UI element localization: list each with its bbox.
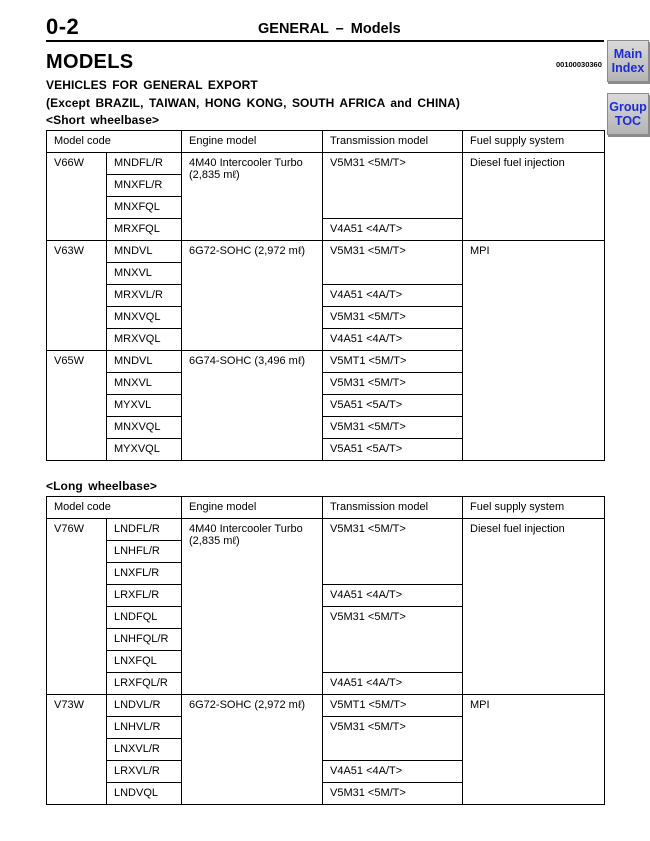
transmission-cell: V5MT1 <5M/T>: [323, 695, 463, 717]
variant-cell: MYXVL: [107, 395, 182, 417]
transmission-cell: V5M31 <5M/T>: [323, 417, 463, 439]
transmission-cell: V4A51 <4A/T>: [323, 329, 463, 351]
engine-model-cell: 6G74-SOHC (3,496 mℓ): [182, 351, 323, 461]
subtitle-exceptions: (Except BRAZIL, TAIWAN, HONG KONG, SOUTH AFRICA and CHINA): [46, 96, 461, 110]
variant-cell: MNDFL/R: [107, 153, 182, 175]
variant-cell: LRXFQL/R: [107, 673, 182, 695]
transmission-cell: V4A51 <4A/T>: [323, 585, 463, 607]
transmission-cell: V5M31 <5M/T>: [323, 241, 463, 285]
fuel-supply-cell: MPI: [463, 241, 605, 461]
variant-cell: LNDVL/R: [107, 695, 182, 717]
engine-model-cell: 6G72-SOHC (2,972 mℓ): [182, 695, 323, 805]
transmission-cell: V4A51 <4A/T>: [323, 761, 463, 783]
running-title: GENERAL – Models: [258, 21, 401, 37]
page-number: 0-2: [46, 14, 80, 39]
model-code-cell: V63W: [47, 241, 107, 351]
main-index-button[interactable]: [607, 40, 649, 82]
model-code-cell: V65W: [47, 351, 107, 461]
short-wheelbase-table: [46, 130, 605, 461]
main-index-label-line1: Main: [613, 47, 643, 61]
variant-cell: LNXFL/R: [107, 563, 182, 585]
group-toc-label-line2: TOC: [614, 114, 642, 128]
section-code: 00100030360: [556, 60, 602, 69]
variant-cell: LNXFQL: [107, 651, 182, 673]
variant-cell: LNDFL/R: [107, 519, 182, 541]
column-header: Model code: [47, 131, 182, 153]
variant-cell: LRXVL/R: [107, 761, 182, 783]
variant-cell: MNDVL: [107, 351, 182, 373]
table-header-row: [47, 131, 605, 153]
model-code-cell: V76W: [47, 519, 107, 695]
header-rule: [46, 40, 604, 42]
group-toc-label-line1: Group: [609, 100, 647, 114]
variant-cell: MYXVQL: [107, 439, 182, 461]
variant-cell: LNDFQL: [107, 607, 182, 629]
variant-cell: MNXVL: [107, 373, 182, 395]
model-code-cell: V66W: [47, 153, 107, 241]
table-row: [47, 241, 605, 263]
transmission-cell: V5M31 <5M/T>: [323, 717, 463, 761]
fuel-supply-cell: Diesel fuel injection: [463, 519, 605, 695]
fuel-supply-cell: Diesel fuel injection: [463, 153, 605, 241]
transmission-cell: V5MT1 <5M/T>: [323, 351, 463, 373]
transmission-cell: V5M31 <5M/T>: [323, 153, 463, 219]
transmission-cell: V5A51 <5A/T>: [323, 439, 463, 461]
table-header-row: [47, 497, 605, 519]
variant-cell: LNDVQL: [107, 783, 182, 805]
variant-cell: MNXVL: [107, 263, 182, 285]
column-header: Fuel supply system: [463, 497, 605, 519]
variant-cell: LNXVL/R: [107, 739, 182, 761]
variant-cell: MNXFL/R: [107, 175, 182, 197]
engine-model-cell: 6G72-SOHC (2,972 mℓ): [182, 241, 323, 351]
variant-cell: MRXVQL: [107, 329, 182, 351]
variant-cell: MNXFQL: [107, 197, 182, 219]
transmission-cell: V4A51 <4A/T>: [323, 285, 463, 307]
variant-cell: LNHFL/R: [107, 541, 182, 563]
variant-cell: MNDVL: [107, 241, 182, 263]
variant-cell: MRXFQL: [107, 219, 182, 241]
short-wheelbase-caption: <Short wheelbase>: [46, 113, 160, 127]
engine-model-cell: 4M40 Intercooler Turbo (2,835 mℓ): [182, 153, 323, 241]
variant-cell: LNHFQL/R: [107, 629, 182, 651]
table-row: [47, 519, 605, 541]
variant-cell: LRXFL/R: [107, 585, 182, 607]
long-wheelbase-caption: <Long wheelbase>: [46, 479, 157, 493]
column-header: Transmission model: [323, 131, 463, 153]
variant-cell: LNHVL/R: [107, 717, 182, 739]
transmission-cell: V4A51 <4A/T>: [323, 219, 463, 241]
transmission-cell: V5M31 <5M/T>: [323, 373, 463, 395]
transmission-cell: V5M31 <5M/T>: [323, 607, 463, 673]
column-header: Engine model: [182, 497, 323, 519]
table-row: [47, 695, 605, 717]
main-index-label-line2: Index: [611, 61, 645, 75]
variant-cell: MNXVQL: [107, 307, 182, 329]
engine-model-cell: 4M40 Intercooler Turbo (2,835 mℓ): [182, 519, 323, 695]
model-code-cell: V73W: [47, 695, 107, 805]
transmission-cell: V5A51 <5A/T>: [323, 395, 463, 417]
variant-cell: MRXVL/R: [107, 285, 182, 307]
subtitle-general-export: VEHICLES FOR GENERAL EXPORT: [46, 78, 258, 92]
section-title: MODELS: [46, 51, 134, 73]
variant-cell: MNXVQL: [107, 417, 182, 439]
column-header: Model code: [47, 497, 182, 519]
transmission-cell: V5M31 <5M/T>: [323, 783, 463, 805]
column-header: Engine model: [182, 131, 323, 153]
column-header: Fuel supply system: [463, 131, 605, 153]
transmission-cell: V5M31 <5M/T>: [323, 307, 463, 329]
transmission-cell: V4A51 <4A/T>: [323, 673, 463, 695]
table-row: [47, 153, 605, 175]
fuel-supply-cell: MPI: [463, 695, 605, 805]
group-toc-button[interactable]: [607, 93, 649, 135]
transmission-cell: V5M31 <5M/T>: [323, 519, 463, 585]
long-wheelbase-table: [46, 496, 605, 805]
column-header: Transmission model: [323, 497, 463, 519]
